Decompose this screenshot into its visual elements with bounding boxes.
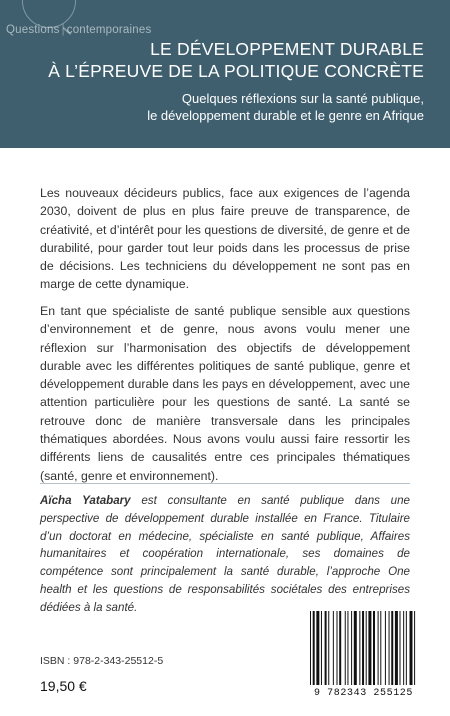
section-divider	[40, 483, 410, 484]
series-name: Questions | contemporaines	[6, 24, 152, 36]
book-subtitle	[147, 90, 424, 124]
book-subtitle-line2: le développement durable et le genre en Afrique	[147, 108, 424, 123]
blurb-paragraph-2: En tant que spécialiste de santé publique sensible aux questions d’environnement et de genre, nous avons voulu mener une réflexion sur l’harmonisation des objectifs de développement durable avec les différentes politiques de santé publique, genre et développement durable dans les pays en développement, avec une attention particulière pour les questions de santé. La santé se retrouve donc de manière transversale dans les principales thématiques abordées. Nous avons voulu aussi faire ressortir les différents liens de causalités entre ces principales thématiques (santé, genre et environnement).	[40, 304, 410, 483]
barcode-number: 9 782343 255125	[313, 688, 413, 699]
book-title-line1: LE DÉVELOPPEMENT DURABLE	[150, 39, 424, 59]
author-bio	[40, 492, 410, 617]
book-title-line2: À L’ÉPREUVE DE LA POLITIQUE CONCRÈTE	[48, 61, 424, 81]
cover-header-band	[0, 0, 450, 148]
barcode-bars	[308, 611, 419, 687]
author-name: Aïcha Yatabary	[40, 494, 131, 507]
author-bio-text: est consultante en santé publique dans une perspective de développement durable installée en France. Titulaire d’un doctorat en médecine, spécialiste en santé publique, Affaires humanitaires et coopération internationale, ses domaines de compétence sont principalement la santé durable, l’approche One health et les questions de responsabilités sociétales des entreprises dédiées à la santé.	[40, 494, 410, 614]
isbn-label: ISBN : 978-2-343-25512-5	[40, 655, 164, 667]
series-name-right: contemporaines	[66, 24, 152, 36]
price-label: 19,50 €	[40, 678, 87, 694]
blurb-paragraph-1: Les nouveaux décideurs publics, face aux exigences de l’agenda 2030, doivent de plus en plus faire preuve de transparence, de créativité, et d’intérêt pour les questions de diversité, de genre et de durabilité, pour garder tout leur poids dans les processus de prise de décisions. Les techniciens du développement ne sont pas en marge de cette dynamique.	[40, 186, 410, 292]
series-name-left: Questions	[6, 24, 60, 36]
book-subtitle-line1: Quelques réflexions sur la santé publique,	[181, 91, 424, 106]
book-title	[48, 38, 424, 82]
barcode	[302, 607, 425, 703]
